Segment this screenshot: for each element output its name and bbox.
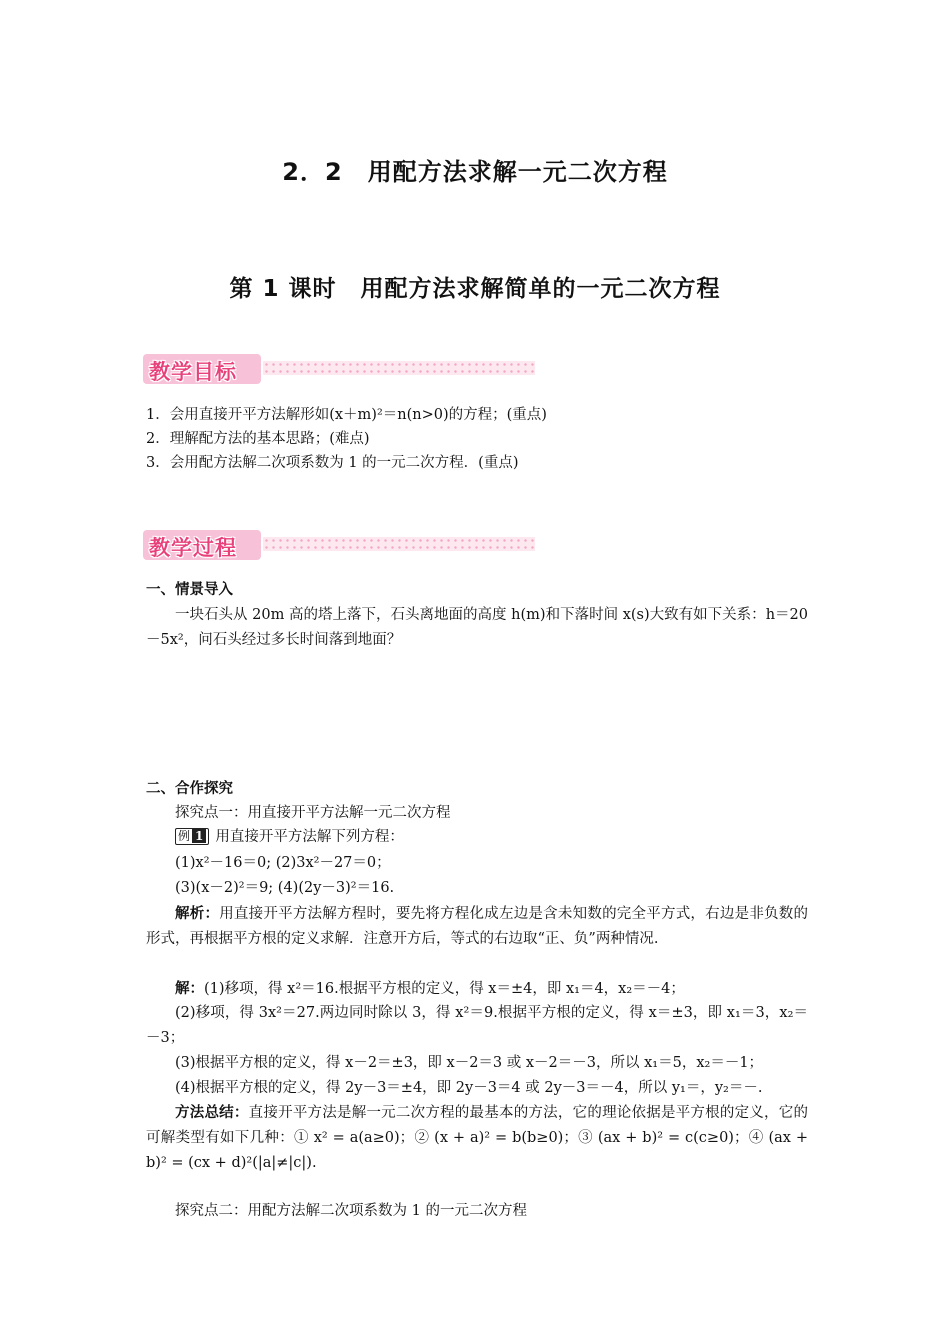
example-badge: 例 1 bbox=[175, 828, 209, 845]
banner-dots bbox=[263, 361, 535, 375]
process-banner-label: 教学过程 bbox=[149, 536, 237, 560]
point1-heading: 探究点一：用直接开平方法解一元二次方程 bbox=[175, 805, 451, 821]
analysis-paragraph bbox=[146, 902, 808, 952]
equation-line-1: (1)x²－16＝0; (2)3x²－27＝0； bbox=[175, 855, 391, 871]
part1-heading: 一、情景导入 bbox=[146, 582, 233, 598]
section-title: 2．2 用配方法求解一元二次方程 bbox=[282, 158, 668, 186]
goals-banner bbox=[143, 354, 535, 384]
solution-label: 解： bbox=[175, 981, 204, 997]
goal-item-3: 3．会用配方法解二次项系数为 1 的一元二次方程．(重点) bbox=[146, 455, 519, 471]
analysis-text: 用直接开平方法解方程时，要先将方程化成左边是含未知数的完全平方式，右边是非负数的形式，再根据平方根的定义求解．注意开方后，等式的右边取“正、负”两种情况. bbox=[146, 906, 809, 947]
banner-dots bbox=[263, 537, 535, 551]
part2-heading: 二、合作探究 bbox=[146, 781, 233, 797]
solution-3: (3)根据平方根的定义，得 x－2＝±3，即 x－2＝3 或 x－2＝－3，所以 x₁＝5，x₂＝－1； bbox=[175, 1055, 764, 1071]
part1-text: 一块石头从 20m 高的塔上落下，石头离地面的高度 h(m)和下落时间 x(s)大致有如下关系：h＝20－5x²，问石头经过多长时间落到地面？ bbox=[146, 607, 808, 648]
analysis-label: 解析： bbox=[175, 906, 220, 922]
summary-text: 直接开平方法是解一元二次方程的最基本的方法，它的理论依据是平方根的定义，它的可解类型有如下几种：① x² = a(a≥0)；② (x + a)² = b(b≥0)；③ (ax + b)² = c(c≥0)；④ (ax + b)² = (cx + d)²(|a|≠|c|). bbox=[146, 1105, 809, 1171]
goal-item-1: 1．会用直接开平方法解形如(x＋m)²＝n(n>0)的方程；(重点) bbox=[146, 407, 547, 423]
point2-heading: 探究点二：用配方法解二次项系数为 1 的一元二次方程 bbox=[175, 1203, 527, 1219]
lesson-title: 第 1 课时 用配方法求解简单的一元二次方程 bbox=[229, 276, 721, 302]
solution-2: (2)移项，得 3x²＝27.两边同时除以 3，得 x²＝9.根据平方根的定义，得 x＝±3，即 x₁＝3，x₂＝－3； bbox=[146, 1005, 808, 1046]
example-prompt: 用直接开平方法解下列方程： bbox=[215, 829, 404, 845]
equation-line-2: (3)(x－2)²＝9; (4)(2y－3)²＝16. bbox=[175, 880, 395, 896]
goals-banner-label: 教学目标 bbox=[149, 360, 237, 384]
method-summary bbox=[146, 1101, 808, 1176]
example-1 bbox=[175, 825, 404, 850]
process-banner bbox=[143, 530, 535, 560]
solution-1: 解：(1)移项，得 x²＝16.根据平方根的定义，得 x＝±4，即 x₁＝4，x₂＝－4； bbox=[175, 981, 685, 997]
solution-4: (4)根据平方根的定义，得 2y－3＝±4，即 2y－3＝4 或 2y－3＝－4，所以 y₁＝，y₂＝－. bbox=[175, 1080, 763, 1096]
goal-item-2: 2．理解配方法的基本思路；(难点) bbox=[146, 431, 370, 447]
summary-label: 方法总结： bbox=[175, 1105, 249, 1121]
